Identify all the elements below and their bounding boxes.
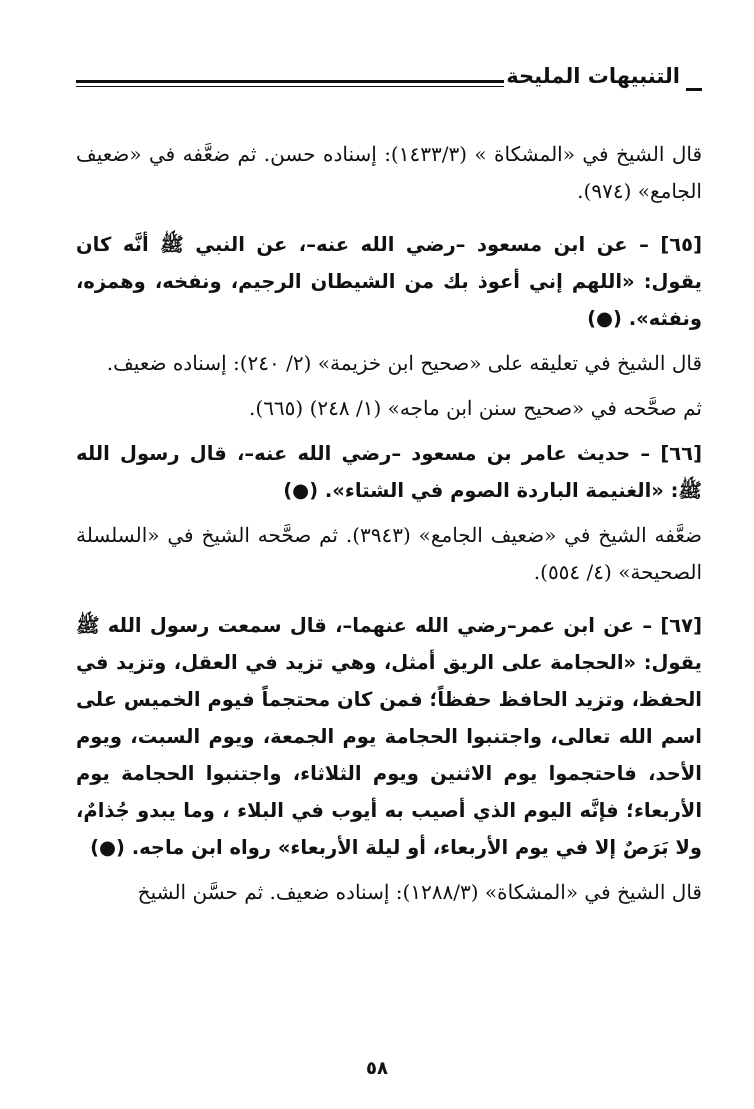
header-dash [686,88,702,91]
hadith-67: [٦٧] – عن ابن عمر–رضي الله عنهما–، قال سمعت رسول الله ﷺ يقول: «الحجامة على الريق أمثل، وهي تزيد في العقل، وتزيد في الحفظ، وتزيد الحافظ حفظاً؛ فمن كان محتجماً فيوم الخميس على اسم الله تعالى، واجتنبوا الحجامة يوم الجمعة، ويوم السبت، ويوم الأحد، فاحتجموا يوم الاثنين ويوم الثلاثاء، واجتنبوا الحجامة يوم الأربعاء؛ فإنَّه اليوم الذي أصيب به أيوب في البلاء ، وما يبدو جُذامٌ، ولا بَرَصٌ إلا في يوم الأربعاء، أو ليلة الأربعاء» رواه ابن ماجه. (●) [76,614,702,859]
hadith-66: [٦٦] – حديث عامر بن مسعود –رضي الله عنه–، قال رسول الله ﷺ: «الغنيمة الباردة الصوم في الشتاء». (●) [76,442,702,502]
running-header [76,62,702,98]
commentary-paragraph: قال الشيخ في «المشكاة» (١٢٨٨/٣): إسناده ضعيف. ثم حسَّن الشيخ [137,880,702,904]
hadith-65: [٦٥] – عن ابن مسعود –رضي الله عنه–، عن النبي ﷺ أنَّه كان يقول: «اللهم إني أعوذ بك من الشيطان الرجيم، ونفخه، وهمزه، ونفثه». (●) [76,233,702,330]
commentary-paragraph: قال الشيخ في «المشكاة » (١٤٣٣/٣): إسناده حسن. ثم ضعَّفه في «ضعيف الجامع» (٩٧٤). [76,142,703,203]
commentary-paragraph: ثم صحَّحه في «صحيح سنن ابن ماجه» (١/ ٢٤٨) (٦٦٥). [249,396,702,420]
page-body [76,136,702,911]
header-rule-thick [76,80,504,83]
commentary-paragraph: ضعَّفه الشيخ في «ضعيف الجامع» (٣٩٤٣). ثم صحَّحه الشيخ في «السلسلة الصحيحة» (٤/ ٥٥٤). [76,523,702,584]
header-rule-thin [76,86,504,87]
header-title: التنبيهات المليحة [506,64,680,88]
commentary-paragraph: قال الشيخ في تعليقه على «صحيح ابن خزيمة» (٢/ ٢٤٠): إسناده ضعيف. [106,351,702,375]
page-number: ٥٨ [366,1058,388,1079]
